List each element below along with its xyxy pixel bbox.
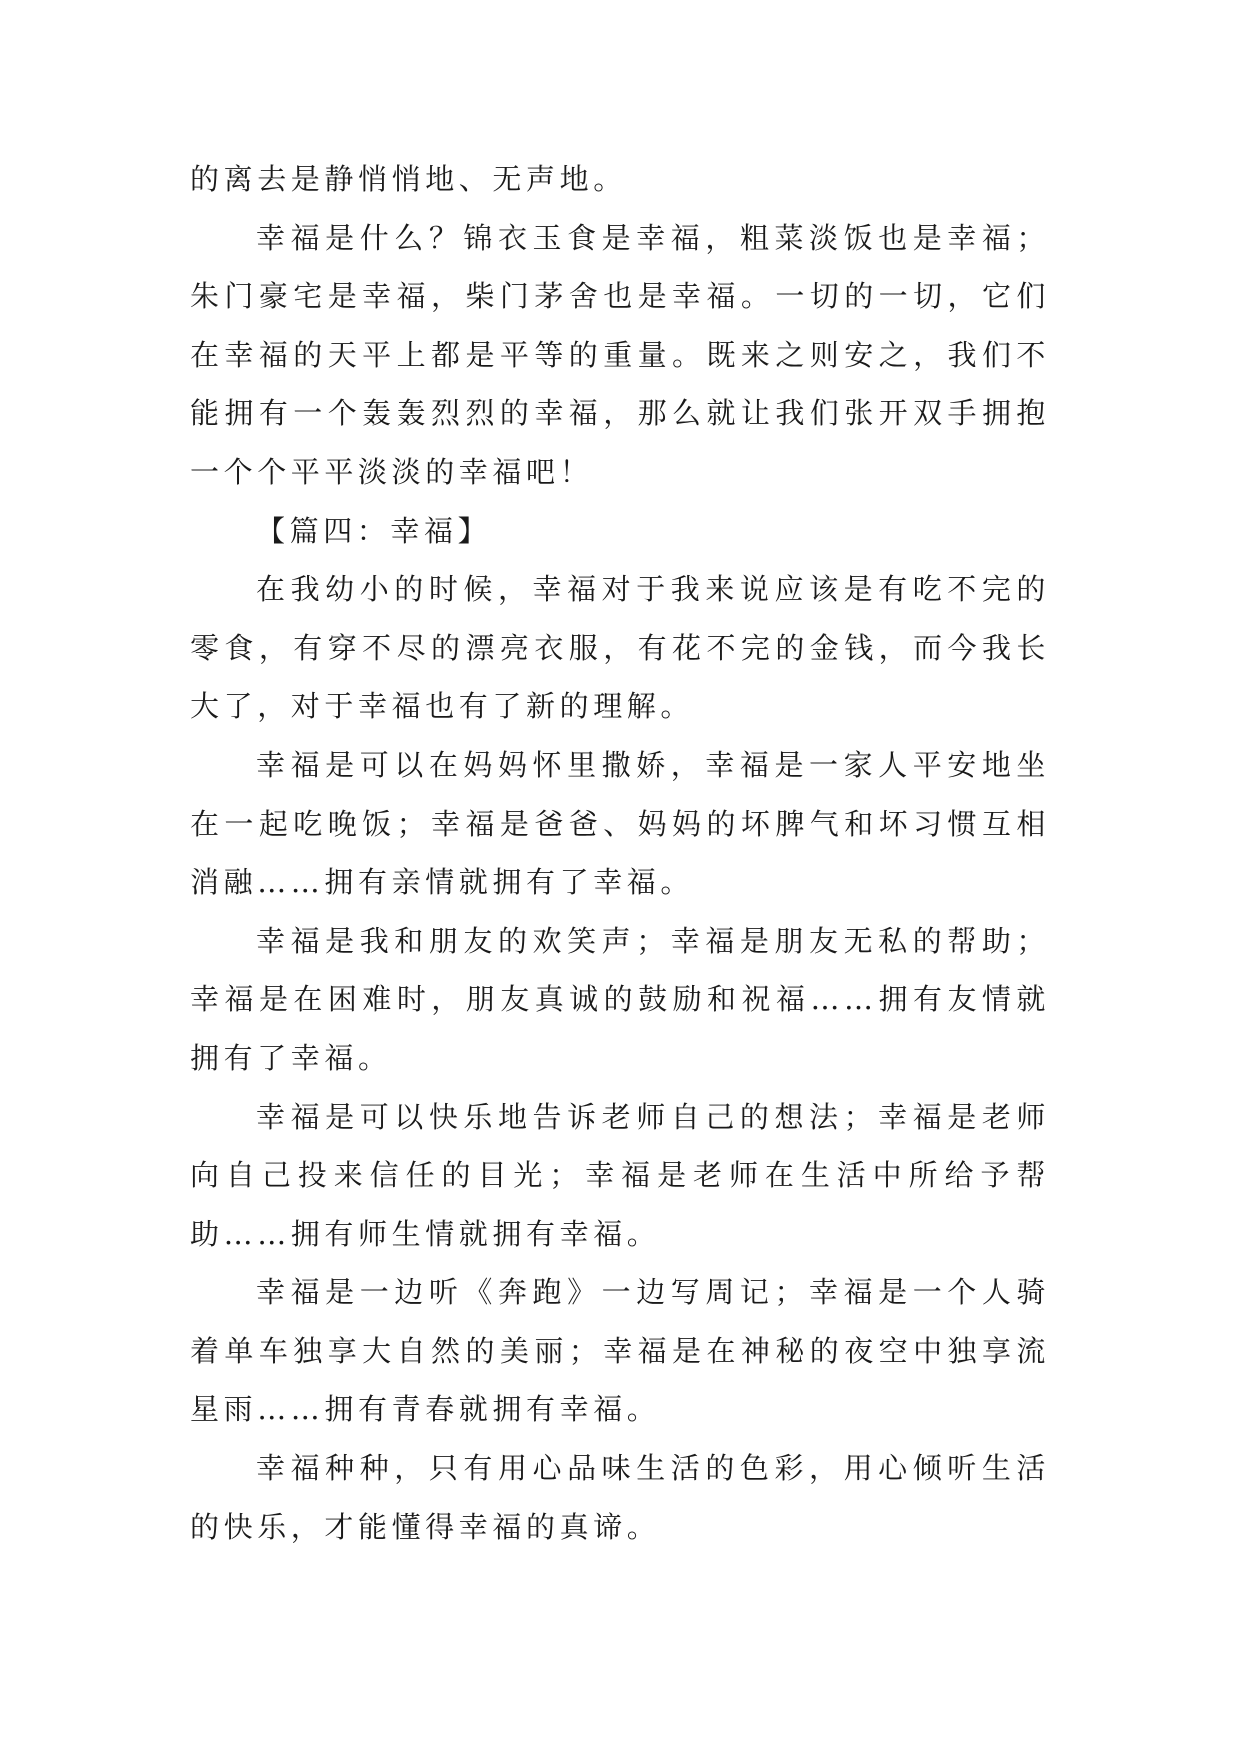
paragraph: 的离去是静悄悄地、无声地。 (190, 162, 627, 196)
section-heading: 【篇四：幸福】 (256, 513, 492, 548)
document-body (190, 150, 1050, 1556)
paragraph: 幸福是一边听《奔跑》一边写周记；幸福是一个人骑着单车独享大自然的美丽；幸福是在神秘的夜空中独享流星雨……拥有青春就拥有幸福。 (190, 1275, 1050, 1427)
paragraph: 幸福是我和朋友的欢笑声；幸福是朋友无私的帮助；幸福是在困难时，朋友真诚的鼓励和祝福……拥有友情就拥有了幸福。 (190, 923, 1050, 1075)
paragraph: 幸福种种，只有用心品味生活的色彩，用心倾听生活的快乐，才能懂得幸福的真谛。 (190, 1451, 1050, 1544)
paragraph: 幸福是什么？锦衣玉食是幸福，粗菜淡饭也是幸福；朱门豪宅是幸福，柴门茅舍也是幸福。一切的一切，它们在幸福的天平上都是平等的重量。既来之则安之，我们不能拥有一个轰轰烈烈的幸福，那么就让我们张开双手拥抱一个个平平淡淡的幸福吧！ (190, 220, 1050, 489)
paragraph: 幸福是可以在妈妈怀里撒娇，幸福是一家人平安地坐在一起吃晚饭；幸福是爸爸、妈妈的坏脾气和坏习惯互相消融……拥有亲情就拥有了幸福。 (190, 747, 1050, 900)
paragraph: 幸福是可以快乐地告诉老师自己的想法；幸福是老师向自己投来信任的目光；幸福是老师在生活中所给予帮助……拥有师生情就拥有幸福。 (190, 1099, 1050, 1251)
paragraph: 在我幼小的时候，幸福对于我来说应该是有吃不完的零食，有穿不尽的漂亮衣服，有花不完的金钱，而今我长大了，对于幸福也有了新的理解。 (190, 572, 1050, 724)
